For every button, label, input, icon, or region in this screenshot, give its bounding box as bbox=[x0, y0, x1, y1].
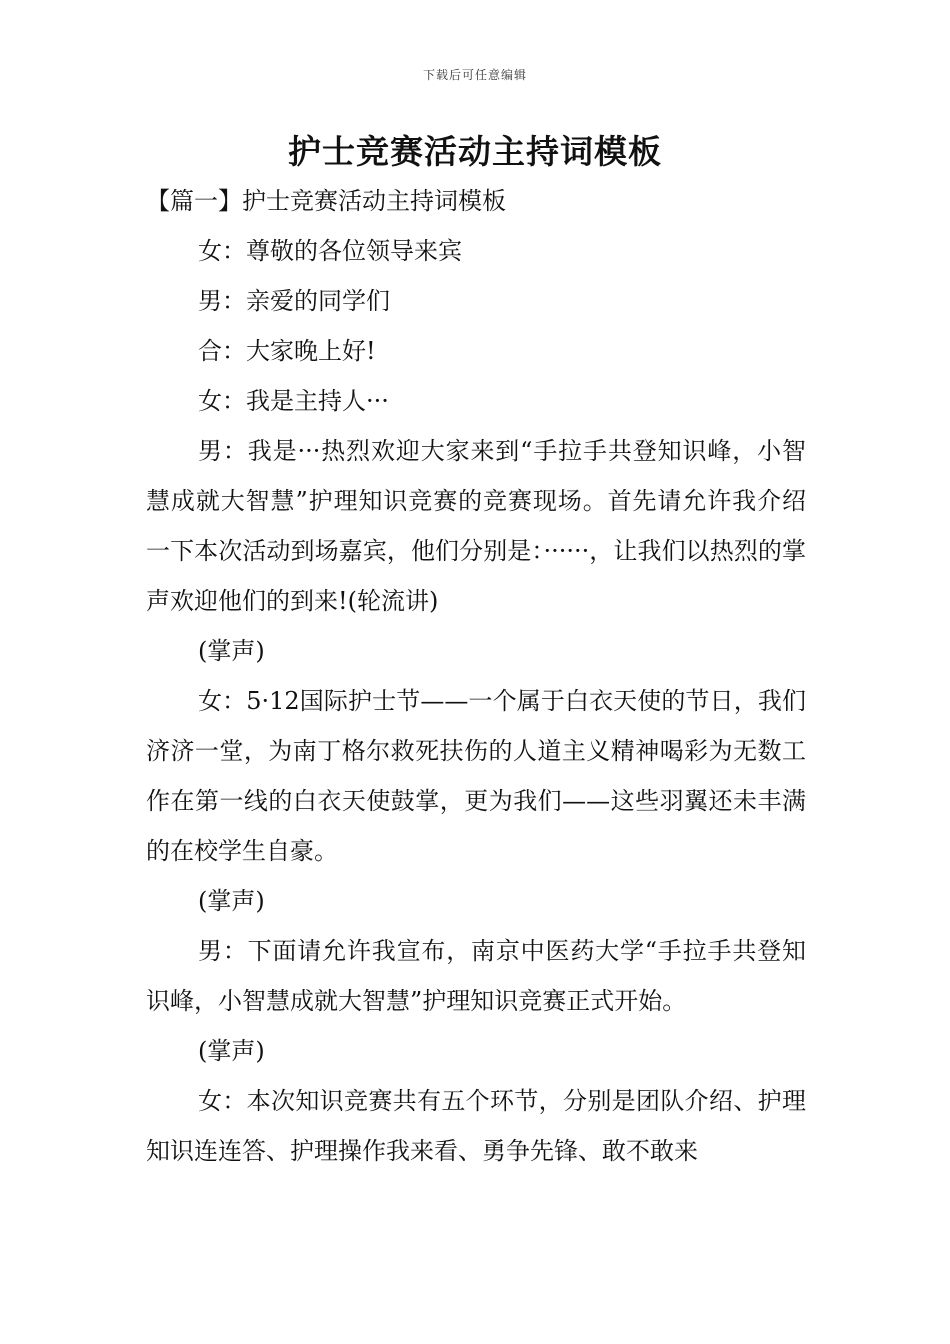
paragraph: (掌声) bbox=[198, 1037, 265, 1065]
paragraph: 男：亲爱的同学们 bbox=[198, 287, 390, 315]
paragraph: 女：5·12国际护士节——一个属于白衣天使的节日，我们济济一堂，为南丁格尔救死扶伤的人道主义精神喝彩为无数工作在第一线的白衣天使鼓掌，更为我们——这些羽翼还未丰满的在校学生自豪。 bbox=[146, 687, 806, 865]
paragraph: 女：本次知识竞赛共有五个环节，分别是团队介绍、护理知识连连答、护理操作我来看、勇争先锋、敢不敢来 bbox=[146, 1087, 806, 1165]
document-title: 护士竞赛活动主持词模板 bbox=[288, 132, 662, 171]
document-body bbox=[146, 176, 806, 1176]
paragraph: (掌声) bbox=[198, 887, 265, 915]
paragraph: 男：下面请允许我宣布，南京中医药大学“手拉手共登知识峰，小智慧成就大智慧”护理知识竞赛正式开始。 bbox=[146, 937, 806, 1015]
paragraph: 女：我是主持人··· bbox=[198, 387, 389, 415]
paragraph: 男：我是···热烈欢迎大家来到“手拉手共登知识峰，小智慧成就大智慧”护理知识竞赛的竞赛现场。首先请允许我介绍一下本次活动到场嘉宾，他们分别是：······，让我们以热烈的掌声欢迎他们的到来!(轮流讲) bbox=[146, 437, 806, 615]
header-note: 下载后可任意编辑 bbox=[422, 68, 527, 82]
paragraph: 合：大家晚上好! bbox=[198, 337, 376, 365]
paragraph: 女：尊敬的各位领导来宾 bbox=[198, 237, 462, 265]
paragraph: (掌声) bbox=[198, 637, 265, 665]
section-heading: 【篇一】护士竞赛活动主持词模板 bbox=[146, 187, 506, 215]
